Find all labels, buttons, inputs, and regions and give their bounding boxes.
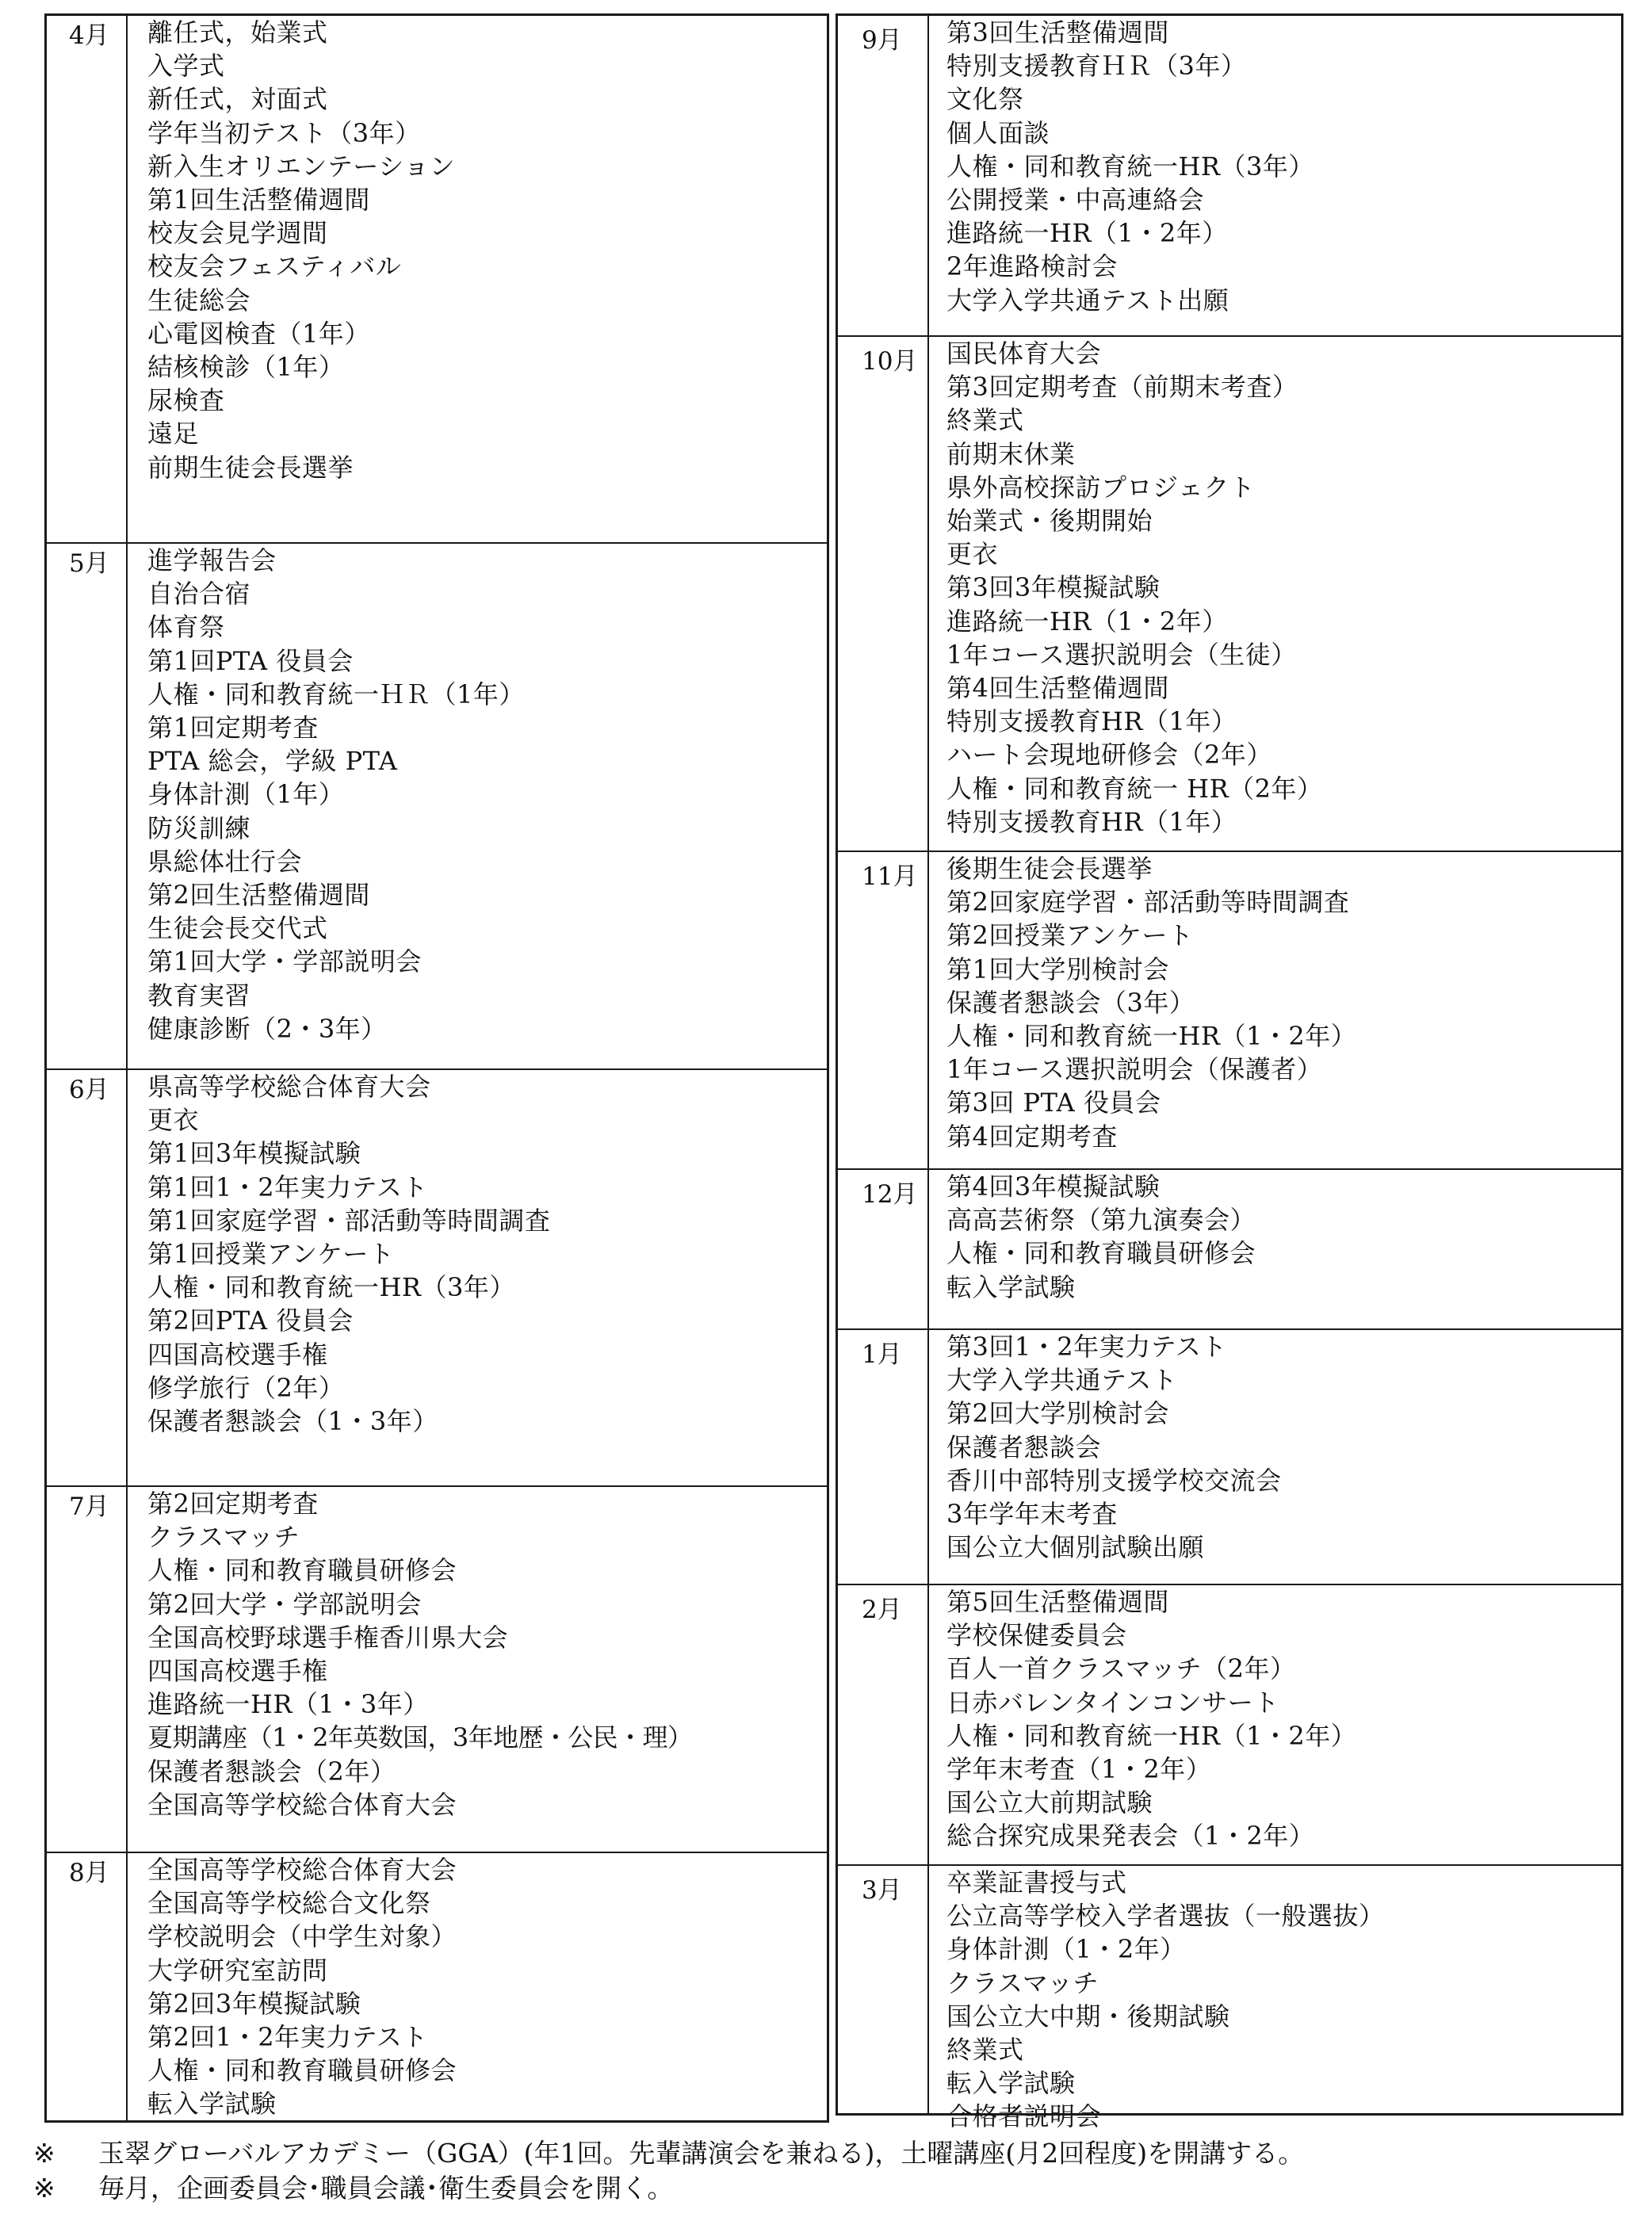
event-item: 転入学試験: [946, 1271, 1076, 1302]
event-item: 自治合宿: [147, 579, 251, 610]
event-item: 県外高校探訪プロジェクト: [946, 472, 1256, 503]
event-item: 県総体壮行会: [147, 846, 303, 877]
event-item: 特別支援教育HR（1年）: [946, 806, 1237, 837]
event-item: 合格者説明会: [946, 2101, 1102, 2132]
event-item: 進路統一HR（1・2年）: [946, 606, 1228, 636]
event-item: 1年コース選択説明会（保護者）: [946, 1054, 1323, 1085]
event-item: 体育祭: [147, 612, 225, 643]
month-block-may: [47, 542, 827, 1068]
event-item: 百人一首クラスマッチ（2年）: [946, 1653, 1296, 1684]
event-item: 転入学試験: [946, 2068, 1076, 2099]
event-item: 離任式，始業式: [147, 17, 328, 48]
event-item: 新任式，対面式: [147, 84, 328, 115]
event-item: 人権・同和教育統一ＨＲ（1年）: [147, 678, 525, 709]
month-label: 12月: [862, 1180, 918, 1209]
event-item: 第1回大学・学部説明会: [147, 946, 422, 977]
event-item: 校友会見学週間: [147, 218, 328, 249]
event-item: 第2回3年模擬試験: [147, 1988, 361, 2019]
event-item: 大学入学共通テスト出願: [946, 285, 1229, 315]
event-item: 身体計測（1・2年）: [946, 1934, 1186, 1965]
event-item: 第1回PTA 役員会: [147, 645, 354, 676]
event-list: [946, 1585, 1615, 1853]
event-item: 文化祭: [946, 84, 1024, 115]
event-item: 修学旅行（2年）: [147, 1372, 345, 1403]
event-item: 校友会フェスティバル: [147, 251, 402, 282]
footnote: [33, 2136, 1304, 2171]
event-list: [147, 1070, 820, 1438]
event-item: 全国高等学校総合文化祭: [147, 1888, 431, 1919]
event-item: 個人面談: [946, 117, 1050, 148]
event-item: 第4回3年模擬試験: [946, 1172, 1161, 1202]
event-item: 第2回定期考査: [147, 1489, 319, 1519]
event-item: 人権・同和教育統一HR（3年）: [147, 1272, 515, 1303]
footnote-text: 玉翠グローバルアカデミー（GGA）(年1回。先輩講演会を兼ねる)，土曜講座(月2回程度)を開講する。: [98, 2138, 1305, 2169]
event-list: [946, 1170, 1615, 1304]
event-item: 四国高校選手権: [147, 1656, 328, 1687]
event-item: 全国高校野球選手権香川県大会: [147, 1622, 509, 1653]
event-item: 終業式: [946, 2035, 1024, 2066]
event-item: 3年学年末考査: [946, 1499, 1118, 1530]
event-item: 特別支援教育HR（1年）: [946, 706, 1237, 737]
month-label: 7月: [69, 1493, 109, 1521]
event-item: 保護者懇談会（2年）: [147, 1756, 396, 1787]
event-item: 第3回 PTA 役員会: [946, 1087, 1161, 1118]
month-block-march: [838, 1864, 1621, 2132]
event-item: 生徒会長交代式: [147, 913, 328, 944]
event-item: PTA 総会，学級 PTA: [147, 746, 398, 777]
event-item: 学校保健委員会: [946, 1620, 1127, 1651]
event-item: 入学式: [147, 51, 225, 82]
event-item: 人権・同和教育統一HR（3年）: [946, 151, 1314, 182]
event-item: 始業式・後期開始: [946, 506, 1153, 537]
event-item: 日赤バレンタインコンサート: [946, 1687, 1279, 1718]
event-item: 県高等学校総合体育大会: [147, 1072, 431, 1102]
month-label: 2月: [862, 1596, 902, 1624]
event-item: 尿検査: [147, 385, 225, 416]
event-item: 保護者懇談会: [946, 1431, 1102, 1462]
event-item: 国民体育大会: [946, 338, 1102, 369]
month-label: 1月: [862, 1340, 902, 1369]
month-label: 11月: [862, 862, 918, 891]
event-item: 総合探究成果発表会（1・2年）: [946, 1821, 1315, 1852]
event-item: 終業式: [946, 405, 1024, 436]
event-item: 前期末休業: [946, 438, 1076, 469]
footnotes: [33, 2136, 1304, 2206]
event-item: 保護者懇談会（3年）: [946, 987, 1195, 1018]
event-item: 転入学試験: [147, 2089, 277, 2120]
event-item: 人権・同和教育統一HR（1・2年）: [946, 1720, 1357, 1751]
event-item: クラスマッチ: [946, 1967, 1099, 1998]
month-block-april: [47, 16, 827, 542]
event-list: [147, 1487, 820, 1821]
reference-mark: ※: [33, 2173, 55, 2204]
event-list: [946, 852, 1615, 1153]
event-item: 全国高等学校総合体育大会: [147, 1855, 457, 1885]
footnote: [33, 2171, 1304, 2206]
event-item: 第1回授業アンケート: [147, 1239, 395, 1270]
month-label: 5月: [69, 549, 109, 578]
event-item: 第1回生活整備週間: [147, 185, 370, 216]
event-item: 1年コース選択説明会（生徒）: [946, 639, 1297, 670]
event-item: 第3回1・2年実力テスト: [946, 1332, 1227, 1362]
event-item: 国公立大中期・後期試験: [946, 2001, 1230, 2032]
footnote-text: 毎月，企画委員会･職員会議･衛生委員会を開く。: [98, 2173, 674, 2204]
month-block-june: [47, 1068, 827, 1485]
event-item: 人権・同和教育職員研修会: [147, 1555, 457, 1586]
event-item: 夏期講座（1・2年英数国，3年地歴・公民・理）: [147, 1722, 693, 1753]
event-item: 身体計測（1年）: [147, 779, 345, 810]
month-block-july: [47, 1485, 827, 1852]
event-item: 大学入学共通テスト: [946, 1365, 1178, 1396]
left-schedule-table: [44, 13, 829, 2123]
event-list: [946, 337, 1615, 839]
event-item: 四国高校選手権: [147, 1339, 328, 1370]
event-item: 生徒総会: [147, 285, 251, 315]
event-item: 全国高等学校総合体育大会: [147, 1789, 457, 1820]
event-item: 第3回生活整備週間: [946, 17, 1169, 48]
event-item: 進学報告会: [147, 545, 277, 575]
event-item: 第2回家庭学習・部活動等時間調査: [946, 887, 1350, 918]
event-item: 第5回生活整備週間: [946, 1587, 1169, 1617]
month-block-august: [47, 1852, 827, 2120]
event-list: [946, 1866, 1615, 2134]
event-list: [946, 1330, 1615, 1564]
event-item: ハート会現地研修会（2年）: [946, 740, 1272, 770]
event-item: 結核検診（1年）: [147, 352, 345, 383]
event-item: 国公立大前期試験: [946, 1787, 1153, 1818]
month-label: 9月: [862, 26, 902, 55]
event-item: 2年進路検討会: [946, 251, 1118, 282]
event-item: 第3回3年模擬試験: [946, 572, 1161, 603]
month-block-february: [838, 1584, 1621, 1864]
event-item: 大学研究室訪問: [147, 1955, 328, 1986]
month-block-september: [838, 16, 1621, 335]
event-item: 防災訓練: [147, 812, 251, 843]
event-item: 学年当初テスト（3年）: [147, 117, 421, 148]
event-list: [147, 544, 820, 1045]
event-item: 学年末考査（1・2年）: [946, 1754, 1212, 1785]
event-item: 公立高等学校入学者選抜（一般選抜）: [946, 1901, 1385, 1932]
reference-mark: ※: [33, 2138, 55, 2169]
event-item: 第1回家庭学習・部活動等時間調査: [147, 1205, 551, 1236]
event-item: 第2回大学・学部説明会: [147, 1588, 422, 1619]
event-item: 特別支援教育ＨＲ（3年）: [946, 51, 1247, 82]
month-label: 3月: [862, 1876, 902, 1905]
event-item: 人権・同和教育職員研修会: [147, 2055, 457, 2086]
event-item: 人権・同和教育統一 HR（2年）: [946, 773, 1323, 804]
event-item: 第4回定期考査: [946, 1121, 1118, 1152]
event-item: 第1回大学別検討会: [946, 954, 1169, 984]
month-block-october: [838, 335, 1621, 850]
event-item: 進路統一HR（1・3年）: [147, 1689, 429, 1720]
right-schedule-table: [836, 13, 1623, 2132]
event-item: 人権・同和教育職員研修会: [946, 1238, 1256, 1269]
event-item: 第1回3年模擬試験: [147, 1138, 361, 1169]
event-item: 学校説明会（中学生対象）: [147, 1921, 457, 1952]
event-item: 香川中部特別支援学校交流会: [946, 1465, 1282, 1496]
event-item: クラスマッチ: [147, 1522, 300, 1553]
event-item: 第4回生活整備週間: [946, 673, 1169, 704]
month-block-december: [838, 1168, 1621, 1328]
event-item: 高高芸術祭（第九演奏会）: [946, 1205, 1256, 1236]
event-item: 教育実習: [147, 980, 251, 1011]
event-item: 国公立大個別試験出願: [946, 1532, 1205, 1563]
event-item: 心電図検査（1年）: [147, 318, 370, 349]
event-item: 第2回1・2年実力テスト: [147, 2022, 428, 2053]
month-label: 8月: [69, 1859, 109, 1887]
event-item: 公開授業・中高連絡会: [946, 185, 1205, 216]
event-item: 遠足: [147, 419, 200, 449]
event-item: 後期生徒会長選挙: [946, 854, 1153, 884]
event-item: 第1回定期考査: [147, 713, 319, 743]
event-list: [147, 1853, 820, 2121]
month-label: 6月: [69, 1076, 109, 1104]
event-item: 第3回定期考査（前期末考査）: [946, 372, 1298, 403]
event-item: 健康診断（2・3年）: [147, 1013, 387, 1044]
event-item: 第2回生活整備週間: [147, 880, 370, 911]
month-block-november: [838, 850, 1621, 1168]
event-item: 前期生徒会長選挙: [147, 452, 354, 483]
event-item: 人権・同和教育統一HR（1・2年）: [946, 1021, 1357, 1052]
event-item: 第2回大学別検討会: [946, 1398, 1169, 1429]
month-block-january: [838, 1328, 1621, 1584]
event-item: 卒業証書授与式: [946, 1867, 1127, 1898]
event-item: 第2回PTA 役員会: [147, 1305, 354, 1336]
event-list: [147, 16, 820, 484]
month-label: 4月: [69, 21, 109, 50]
event-item: 更衣: [946, 539, 999, 570]
event-item: 進路統一HR（1・2年）: [946, 218, 1228, 249]
event-item: 新入生オリエンテーション: [147, 151, 456, 182]
event-item: 第1回1・2年実力テスト: [147, 1172, 428, 1202]
event-list: [946, 16, 1615, 317]
event-item: 保護者懇談会（1・3年）: [147, 1406, 438, 1437]
event-item: 第2回授業アンケート: [946, 920, 1194, 951]
event-item: 更衣: [147, 1105, 200, 1136]
month-label: 10月: [862, 347, 918, 376]
